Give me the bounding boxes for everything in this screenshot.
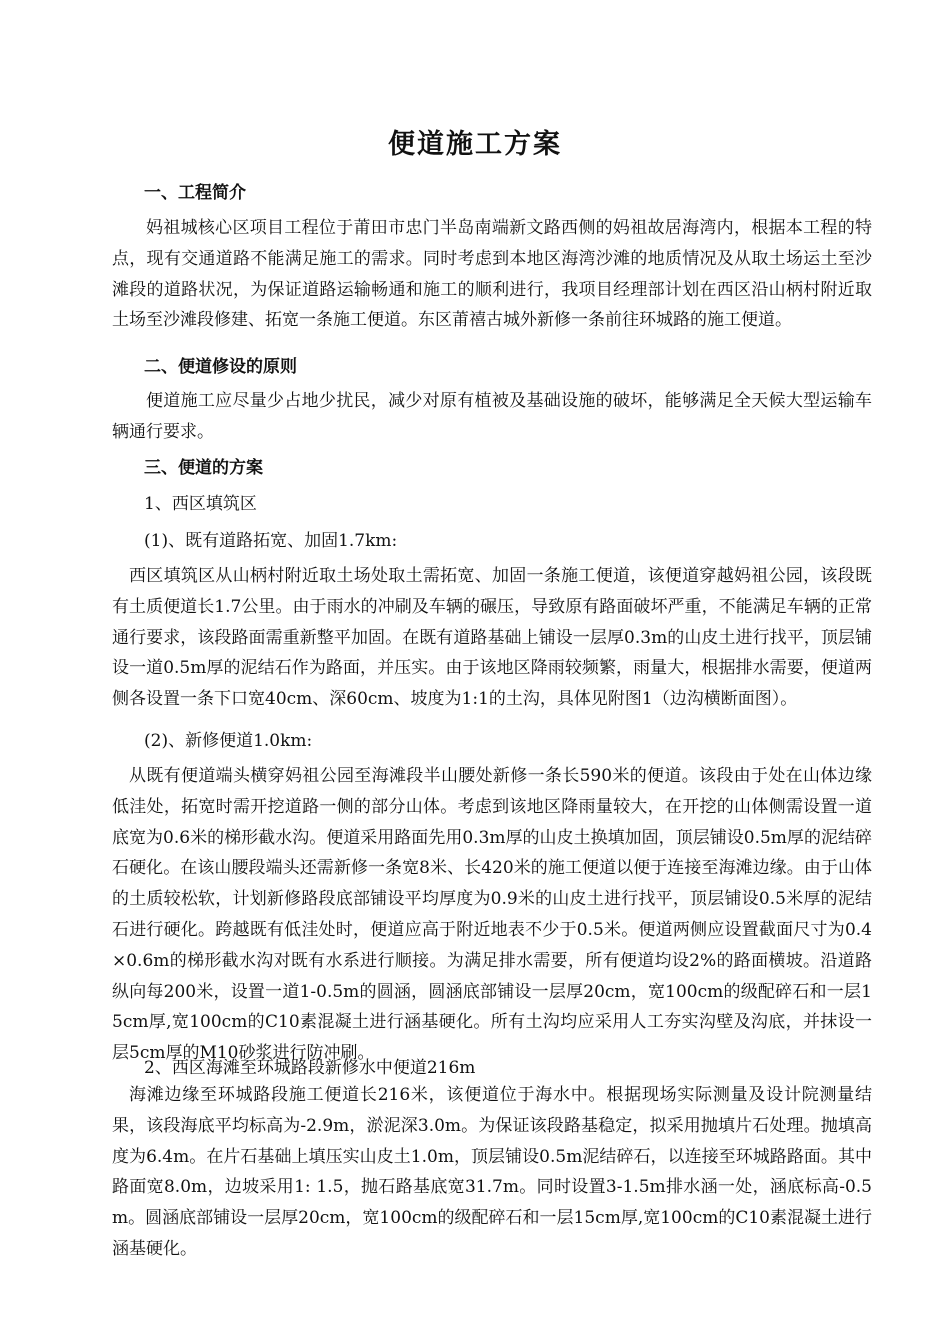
item-paragraph-existing-road: 西区填筑区从山柄村附近取土场处取土需拓宽、加固一条施工便道，该便道穿越妈祖公园，该段既有土质便道长1.7公里。由于雨水的冲刷及车辆的碾压，导致原有路面破坏严重，不能满足车辆的正常通行要求，该段路面需重新整平加固。在既有道路基础上铺设一层厚0.3m的山皮土进行找平，顶层铺设一道0.5m厚的泥结石作为路面，并压实。由于该地区降雨较频繁，雨量大，根据排水需要，便道两侧各设置一条下口宽40cm、深60cm、坡度为1:1的土沟，具体见附图1（边沟横断面图）。: [112, 566, 872, 710]
item-heading-new-road: (2)、新修便道1.0km:: [144, 731, 313, 751]
section-heading-principles: 二、便道修设的原则: [144, 357, 297, 377]
section-paragraph-overview: 妈祖城核心区项目工程位于莆田市忠门半岛南端新文路西侧的妈祖故居海湾内，根据本工程的特点，现有交通道路不能满足施工的需求。同时考虑到本地区海湾沙滩的地质情况及从取土场运土至沙滩段的道路状况，为保证道路运输畅通和施工的顺利进行，我项目经理部计划在西区沿山柄村附近取土场至沙滩段修建、拓宽一条施工便道。东区莆禧古城外新修一条前往环城路的施工便道。: [112, 218, 872, 331]
item-heading-existing-road: (1)、既有道路拓宽、加固1.7km:: [144, 531, 398, 551]
subsection-paragraph-sea-road: 海滩边缘至环城路段施工便道长216米，该便道位于海水中。根据现场实际测量及设计院测量结果，该段海底平均标高为-2.9m，淤泥深3.0m。为保证该段路基稳定，拟采用抛填片石处理。抛填高度为6.4m。在片石基础上填压实山皮土1.0m，顶层铺设0.5m泥结碎石，以连接至环城路路面。其中路面宽8.0m，边坡采用1: 1.5，抛石路基底宽31.7m。同时设置3-1.5m排水涵一处，涵底标高-0.5m。圆涵底部铺设一层厚20cm，宽100cm的级配碎石和一层15cm厚,宽100cm的C10素混凝土进行涵基硬化。: [112, 1085, 872, 1259]
section-paragraph-principles: 便道施工应尽量少占地少扰民，减少对原有植被及基础设施的破坏，能够满足全天候大型运输车辆通行要求。: [112, 391, 872, 442]
item-paragraph-new-road: 从既有便道端头横穿妈祖公园至海滩段半山腰处新修一条长590米的便道。该段由于处在山体边缘低洼处，拓宽时需开挖道路一侧的部分山体。考虑到该地区降雨量较大，在开挖的山体侧需设置一道底宽为0.6米的梯形截水沟。便道采用路面先用0.3m厚的山皮土换填加固，顶层铺设0.5m厚的泥结碎石硬化。在该山腰段端头还需新修一条宽8米、长420米的施工便道以便于连接至海滩边缘。由于山体的土质较松软，计划新修路段底部铺设平均厚度为0.9米的山皮土进行找平，顶层铺设0.5米厚的泥结石进行硬化。跨越既有低洼处时，便道应高于附近地表不少于0.5米。便道两侧应设置截面尺寸为0.4×0.6m的梯形截水沟对既有水系进行顺接。为满足排水需要，所有便道均设2%的路面横坡。沿道路纵向每200米，设置一道1-0.5m的圆涵，圆涵底部铺设一层厚20cm，宽100cm的级配碎石和一层15cm厚,宽100cm的C10素混凝土进行涵基硬化。所有土沟均应采用人工夯实沟壁及沟底，并抹设一层5cm厚的M10砂浆进行防冲刷。: [112, 766, 872, 1064]
section-heading-plan: 三、便道的方案: [144, 458, 263, 478]
section-heading-overview: 一、工程简介: [144, 183, 246, 203]
subsection-heading-sea-road: 2、西区海滩至环城路段新修水中便道216m: [144, 1058, 476, 1078]
subsection-heading-west-fill: 1、西区填筑区: [144, 494, 257, 514]
document-title: 便道施工方案: [388, 129, 562, 160]
